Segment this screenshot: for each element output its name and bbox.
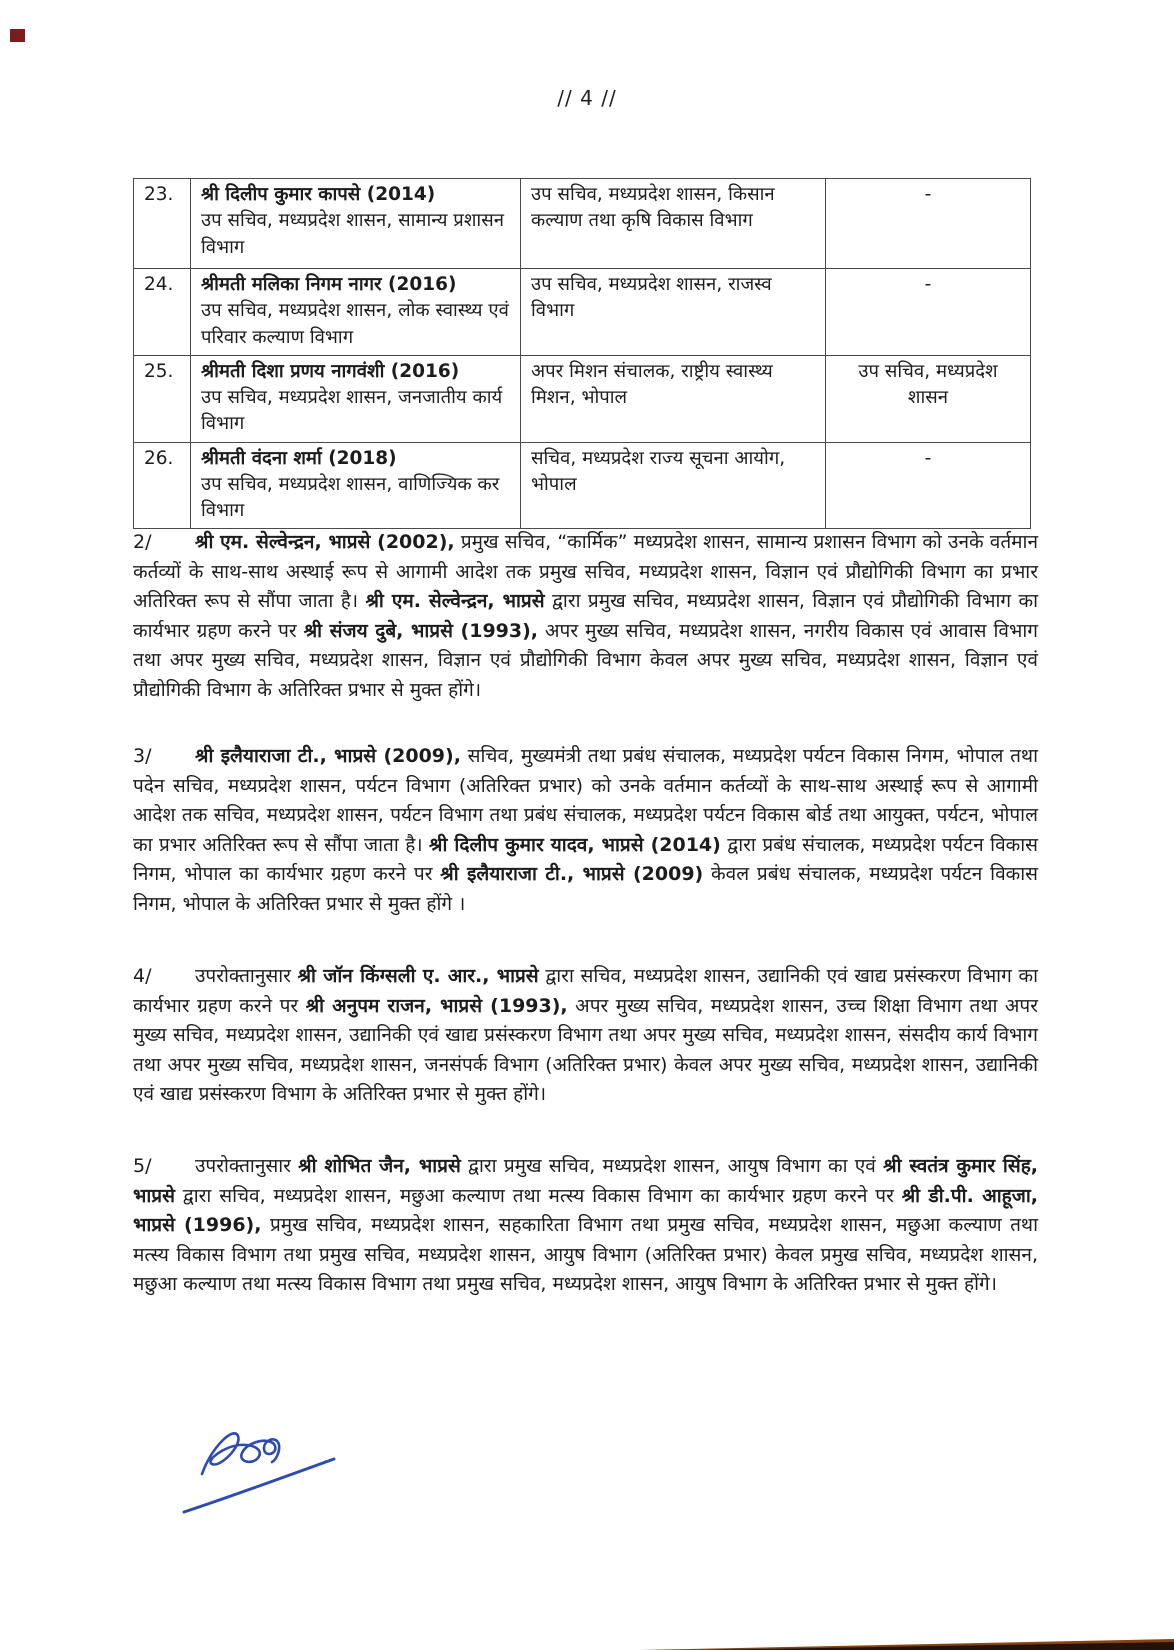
order-paragraph-2: [133, 528, 1038, 705]
paragraph-text: श्री एम. सेल्वेन्द्रन, भाप्रसे (2002), प्रमुख सचिव, “कार्मिक” मध्यप्रदेश शासन, सामान्य प्रशासन विभाग को उनके वर्तमान कर्तव्यों के साथ-साथ अस्थाई रूप से आगामी आदेश तक प्रमुख सचिव, मध्यप्रदेश शासन, विज्ञान एवं प्रौद्योगिकी विभाग का प्रभार अतिरिक्त रूप से सौंपा जाता है। श्री एम. सेल्वेन्द्रन, भाप्रसे द्वारा प्रमुख सचिव, मध्यप्रदेश शासन, विज्ञान एवं प्रौद्योगिकी विभाग का कार्यभार ग्रहण करने पर श्री संजय दुबे, भाप्रसे (1993), अपर मुख्य सचिव, मध्यप्रदेश शासन, नगरीय विकास एवं आवास विभाग तथा अपर मुख्य सचिव, मध्यप्रदेश शासन, विज्ञान एवं प्रौद्योगिकी विभाग केवल अपर मुख्य सचिव, मध्यप्रदेश शासन, विज्ञान एवं प्रौद्योगिकी विभाग के अतिरिक्त प्रभार से मुक्त होंगे।: [133, 531, 1038, 701]
order-paragraph-4: [133, 962, 1038, 1110]
signature-underline: [184, 1459, 334, 1512]
scan-mark: [10, 29, 25, 42]
cell-remarks: -: [826, 442, 1031, 529]
paragraph-number: 3/: [133, 745, 152, 767]
officer-name: श्रीमती वंदना शर्मा (2018): [201, 447, 397, 469]
table-row: [134, 442, 1031, 529]
cell-remarks: -: [826, 179, 1031, 269]
table-row: [134, 269, 1031, 356]
cell-officer: [191, 269, 521, 356]
paragraph-text: श्री इलैयाराजा टी., भाप्रसे (2009), सचिव, मुख्यमंत्री तथा प्रबंध संचालक, मध्यप्रदेश पर्यटन विकास निगम, भोपाल तथा पदेन सचिव, मध्यप्रदेश शासन, पर्यटन विभाग (अतिरिक्त प्रभार) को उनके वर्तमान कर्तव्यों के साथ-साथ अस्थाई रूप से आगामी आदेश तक सचिव, मध्यप्रदेश शासन, पर्यटन विभाग तथा प्रबंध संचालक, मध्यप्रदेश पर्यटन विकास बोर्ड तथा आयुक्त, पर्यटन, भोपाल का प्रभार अतिरिक्त रूप से सौंपा जाता है। श्री दिलीप कुमार यादव, भाप्रसे (2014) द्वारा प्रबंध संचालक, मध्यप्रदेश पर्यटन विकास निगम, भोपाल का कार्यभार ग्रहण करने पर श्री इलैयाराजा टी., भाप्रसे (2009) केवल प्रबंध संचालक, मध्यप्रदेश पर्यटन विकास निगम, भोपाल के अतिरिक्त प्रभार से मुक्त होंगे ।: [133, 745, 1039, 915]
cell-serial-number: 26.: [134, 442, 191, 529]
officers-table: [133, 178, 1031, 529]
cell-officer: [191, 355, 521, 442]
cell-serial-number: 23.: [134, 179, 191, 269]
paragraph-text: उपरोक्तानुसार श्री शोभित जैन, भाप्रसे द्वारा प्रमुख सचिव, मध्यप्रदेश शासन, आयुष विभाग का एवं श्री स्वतंत्र कुमार सिंह, भाप्रसे द्वारा सचिव, मध्यप्रदेश शासन, मछुआ कल्याण तथा मत्स्य विकास विभाग का कार्यभार ग्रहण करने पर श्री डी.पी. आहूजा, भाप्रसे (1996), प्रमुख सचिव, मध्यप्रदेश शासन, सहकारिता विभाग तथा प्रमुख सचिव, मध्यप्रदेश शासन, मछुआ कल्याण तथा मत्स्य विकास विभाग तथा प्रमुख सचिव, मध्यप्रदेश शासन, आयुष विभाग (अतिरिक्त प्रभार) केवल प्रमुख सचिव, मध्यप्रदेश शासन, मछुआ कल्याण तथा मत्स्य विकास विभाग तथा प्रमुख सचिव, मध्यप्रदेश शासन, आयुष विभाग के अतिरिक्त प्रभार से मुक्त होंगे।: [133, 1155, 1038, 1295]
table-row: [134, 179, 1031, 269]
cell-new-posting: उप सचिव, मध्यप्रदेश शासन, किसान कल्याण तथा कृषि विकास विभाग: [521, 179, 826, 269]
officer-name: श्रीमती दिशा प्रणय नागवंशी (2016): [201, 360, 460, 382]
order-paragraph-5: [133, 1152, 1038, 1300]
cell-remarks: उप सचिव, मध्यप्रदेश शासन: [826, 355, 1031, 442]
cell-remarks: -: [826, 269, 1031, 356]
cell-new-posting: अपर मिशन संचालक, राष्ट्रीय स्वास्थ्य मिशन, भोपाल: [521, 355, 826, 442]
order-paragraph-3: [133, 742, 1038, 919]
signature-ink: [172, 1412, 362, 1527]
officer-name: श्रीमती मलिका निगम नागर (2016): [201, 274, 457, 295]
cell-serial-number: 25.: [134, 355, 191, 442]
paragraph-number: 5/: [133, 1155, 152, 1177]
cell-new-posting: सचिव, मध्यप्रदेश राज्य सूचना आयोग, भोपाल: [521, 442, 826, 529]
scan-edge-artifact: [0, 1632, 1174, 1650]
table-row: [134, 355, 1031, 442]
paragraph-number: 4/: [133, 965, 152, 987]
officer-current-post: उप सचिव, मध्यप्रदेश शासन, सामान्य प्रशासन विभाग: [201, 210, 504, 258]
cell-serial-number: 24.: [134, 269, 191, 356]
signature-scribble: [202, 1433, 279, 1474]
officer-current-post: उप सचिव, मध्यप्रदेश शासन, वाणिज्यिक कर विभाग: [201, 473, 500, 522]
officer-name: श्री दिलीप कुमार कापसे (2014): [201, 184, 436, 205]
paragraph-number: 2/: [133, 531, 152, 553]
page-number: // 4 //: [557, 86, 617, 110]
paragraph-text: उपरोक्तानुसार श्री जॉन किंग्सली ए. आर., भाप्रसे द्वारा सचिव, मध्यप्रदेश शासन, उद्यानिकी एवं खाद्य प्रसंस्करण विभाग का कार्यभार ग्रहण करने पर श्री अनुपम राजन, भाप्रसे (1993), अपर मुख्य सचिव, मध्यप्रदेश शासन, उच्च शिक्षा विभाग तथा अपर मुख्य सचिव, मध्यप्रदेश शासन, उद्यानिकी एवं खाद्य प्रसंस्करण विभाग तथा अपर मुख्य सचिव, मध्यप्रदेश शासन, संसदीय कार्य विभाग तथा अपर मुख्य सचिव, मध्यप्रदेश शासन, जनसंपर्क विभाग (अतिरिक्त प्रभार) केवल अपर मुख्य सचिव, मध्यप्रदेश शासन, उद्यानिकी एवं खाद्य प्रसंस्करण विभाग के अतिरिक्त प्रभार से मुक्त होंगे।: [133, 965, 1039, 1105]
officer-current-post: उप सचिव, मध्यप्रदेश शासन, लोक स्वास्थ्य एवं परिवार कल्याण विभाग: [201, 300, 509, 348]
cell-officer: [191, 179, 521, 269]
cell-new-posting: उप सचिव, मध्यप्रदेश शासन, राजस्व विभाग: [521, 269, 826, 356]
cell-officer: [191, 442, 521, 529]
officer-current-post: उप सचिव, मध्यप्रदेश शासन, जनजातीय कार्य विभाग: [201, 387, 503, 435]
